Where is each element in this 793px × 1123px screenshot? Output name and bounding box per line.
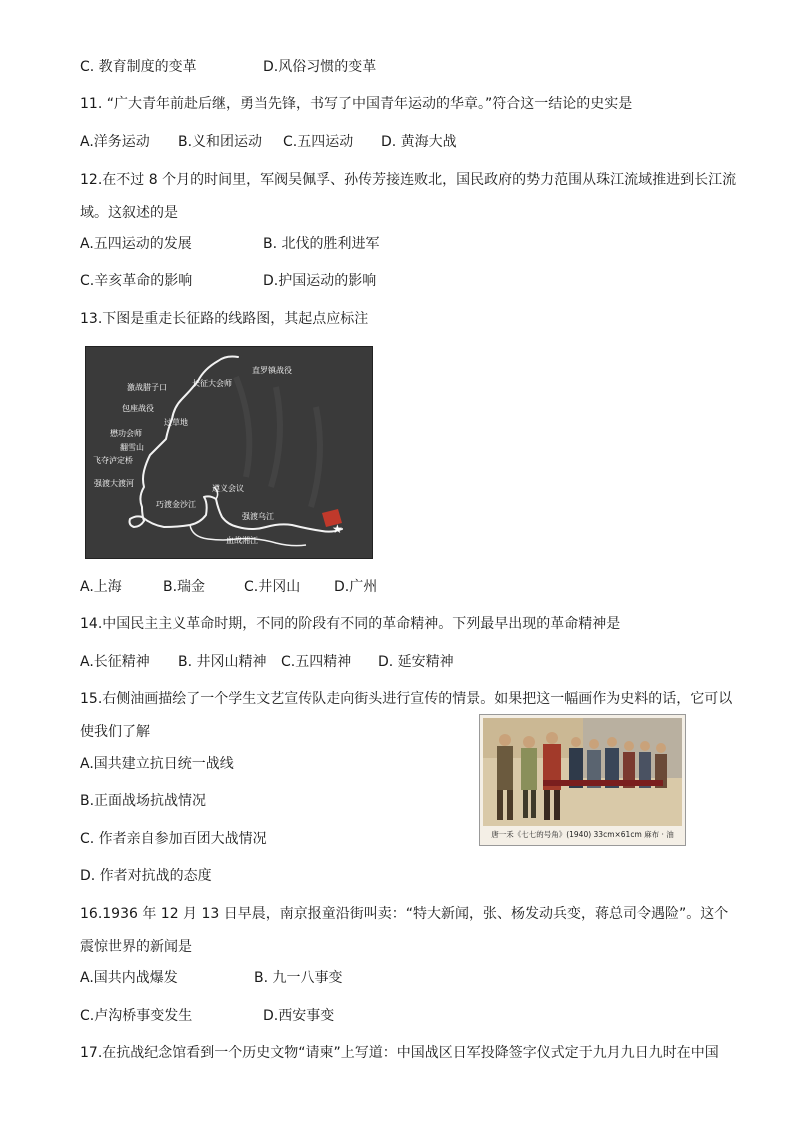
option-d: D. 黄海大战 xyxy=(381,134,457,150)
map-label: 激战腊子口 xyxy=(127,383,167,392)
option-a: A.五四运动的发展 xyxy=(80,236,192,252)
option-b: B.义和团运动 xyxy=(178,134,263,150)
option-a: A.国共建立抗日统一战线 xyxy=(80,756,234,772)
option-a: A.国共内战爆发 xyxy=(80,970,178,986)
map-label: 巧渡金沙江 xyxy=(156,500,196,509)
question-16-stem: 16.1936 年 12 月 13 日早晨，南京报童沿街叫卖：“特大新闻，张、杨发动兵变，蒋总司令遇险”。这个 xyxy=(80,906,729,922)
question-13-stem: 13.下图是重走长征路的线路图，其起点应标注 xyxy=(80,311,369,327)
long-march-route-map xyxy=(85,346,373,559)
question-15-stem-cont: 使我们了解 xyxy=(80,724,150,740)
question-17-stem: 17.在抗战纪念馆看到一个历史文物“请柬”上写道：中国战区日军投降签字仪式定于九月九日九时在中国 xyxy=(80,1045,719,1061)
option-b: B.瑞金 xyxy=(163,579,206,595)
question-12-stem: 12.在不过 8 个月的时间里，军阀吴佩孚、孙传芳接连败北，国民政府的势力范围从珠江流域推进到长江流 xyxy=(80,172,737,188)
question-14-stem: 14.中国民主主义革命时期，不同的阶段有不同的革命精神。下列最早出现的革命精神是 xyxy=(80,616,621,632)
option-d: D.西安事变 xyxy=(263,1008,335,1024)
option-d: D.护国运动的影响 xyxy=(263,273,377,289)
question-16-stem-cont: 震惊世界的新闻是 xyxy=(80,939,192,955)
question-11-stem: 11. “广大青年前赴后继，勇当先锋，书写了中国青年运动的华章。”符合这一结论的史实是 xyxy=(80,96,633,112)
option-b: B. 井冈山精神 xyxy=(178,654,267,670)
map-graphic xyxy=(86,347,372,558)
map-label: 飞夺泸定桥 xyxy=(93,456,133,465)
map-label: 翻雪山 xyxy=(120,443,144,452)
option-b: B. 九一八事变 xyxy=(254,970,343,986)
option-a: A.上海 xyxy=(80,579,122,595)
option-d: D.广州 xyxy=(334,579,378,595)
option-b: B. 北伐的胜利进军 xyxy=(263,236,380,252)
map-label: 过草地 xyxy=(164,418,188,427)
map-label: 强渡乌江 xyxy=(242,512,274,521)
option-c: C.五四运动 xyxy=(283,134,354,150)
painting-caption: 唐一禾《七七的号角》(1940) 33cm×61cm 麻布 · 油 xyxy=(491,830,674,839)
map-label: 直罗镇战役 xyxy=(252,366,292,375)
option-a: A.洋务运动 xyxy=(80,134,150,150)
map-label: 血战湘江 xyxy=(226,536,258,545)
question-15-stem: 15.右侧油画描绘了一个学生文艺宣传队走向街头进行宣传的情景。如果把这一幅画作为史料的话，它可以 xyxy=(80,691,733,707)
map-label: 包座战役 xyxy=(122,404,154,413)
map-label: 长征大会师 xyxy=(192,379,232,388)
star-icon: ★ xyxy=(332,522,343,536)
option-a: A.长征精神 xyxy=(80,654,150,670)
option-c: C. 教育制度的变革 xyxy=(80,59,197,75)
option-c: C.五四精神 xyxy=(281,654,352,670)
map-label: 遵义会议 xyxy=(212,484,244,493)
map-label: 强渡大渡河 xyxy=(94,479,134,488)
painting-image xyxy=(483,718,682,826)
option-c: C. 作者亲自参加百团大战情况 xyxy=(80,831,267,847)
option-d: D. 作者对抗战的态度 xyxy=(80,868,212,884)
option-d: D. 延安精神 xyxy=(378,654,454,670)
option-c: C.辛亥革命的影响 xyxy=(80,273,193,289)
option-c: C.卢沟桥事变发生 xyxy=(80,1008,193,1024)
oil-painting-figure xyxy=(479,714,686,846)
option-b: B.正面战场抗战情况 xyxy=(80,793,207,809)
option-d: D.风俗习惯的变革 xyxy=(263,59,377,75)
map-label: 懋功会师 xyxy=(110,429,142,438)
question-12-stem-cont: 域。这叙述的是 xyxy=(80,205,178,221)
option-c: C.井冈山 xyxy=(244,579,301,595)
